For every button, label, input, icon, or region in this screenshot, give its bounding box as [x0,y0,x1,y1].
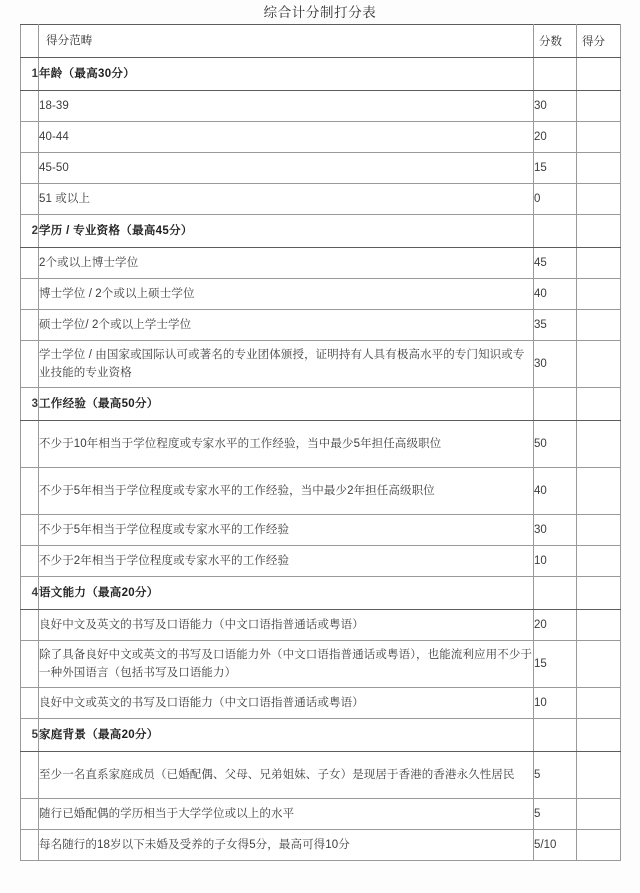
section-obtained-cell[interactable] [577,215,621,248]
column-header-score: 分数 [534,25,577,58]
criterion-obtained[interactable] [577,248,621,279]
criterion-text: 2个或以上博士学位 [39,248,534,279]
criterion-text: 硕士学位/ 2个或以上学士学位 [39,310,534,341]
section-row [21,388,621,421]
row-index-cell [21,799,39,830]
table-row [21,91,621,122]
row-index-cell [21,153,39,184]
criterion-obtained[interactable] [577,310,621,341]
criterion-score: 35 [534,310,577,341]
row-index-cell [21,641,39,688]
criterion-text: 博士学位 / 2个或以上硕士学位 [39,279,534,310]
criterion-text: 40-44 [39,122,534,153]
criterion-obtained[interactable] [577,421,621,468]
criterion-obtained[interactable] [577,184,621,215]
criterion-score: 30 [534,91,577,122]
section-index: 1 [21,58,39,91]
column-header-category: 得分范畴 [39,25,534,58]
criterion-obtained[interactable] [577,688,621,719]
criterion-score: 10 [534,688,577,719]
table-row [21,310,621,341]
criterion-text: 良好中文或英文的书写及口语能力（中文口语指普通话或粤语） [39,688,534,719]
criterion-obtained[interactable] [577,122,621,153]
table-row [21,248,621,279]
row-index-cell [21,122,39,153]
row-index-cell [21,546,39,577]
table-row [21,752,621,799]
criterion-text: 学士学位 / 由国家或国际认可或著名的专业团体颁授，证明持有人具有极高水平的专门知识或专业技能的专业资格 [39,341,534,388]
criterion-text: 18-39 [39,91,534,122]
row-index-cell [21,752,39,799]
table-row [21,279,621,310]
table-row [21,468,621,515]
criterion-score: 0 [534,184,577,215]
criterion-text: 不少于2年相当于学位程度或专家水平的工作经验 [39,546,534,577]
criterion-text: 不少于10年相当于学位程度或专家水平的工作经验，当中最少5年担任高级职位 [39,421,534,468]
section-obtained-cell[interactable] [577,719,621,752]
section-row [21,58,621,91]
section-score-cell [534,577,577,610]
section-score-cell [534,215,577,248]
table-row [21,610,621,641]
section-score-cell [534,58,577,91]
page-title: 综合计分制打分表 [263,5,377,20]
criterion-text: 不少于5年相当于学位程度或专家水平的工作经验 [39,515,534,546]
section-title: 学历 / 专业资格（最高45分） [39,215,534,248]
section-row [21,577,621,610]
criterion-score: 5 [534,752,577,799]
row-index-cell [21,515,39,546]
criterion-score: 20 [534,610,577,641]
section-title: 家庭背景（最高20分） [39,719,534,752]
criterion-score: 40 [534,468,577,515]
criterion-score: 50 [534,421,577,468]
row-index-cell [21,341,39,388]
row-index-cell [21,248,39,279]
section-obtained-cell[interactable] [577,388,621,421]
criterion-obtained[interactable] [577,153,621,184]
row-index-cell [21,279,39,310]
table-row [21,184,621,215]
row-index-cell [21,688,39,719]
table-header-row [21,25,621,58]
row-index-cell [21,610,39,641]
row-index-cell [21,184,39,215]
criterion-score: 10 [534,546,577,577]
table-row [21,341,621,388]
section-row [21,215,621,248]
criterion-obtained[interactable] [577,641,621,688]
table-row [21,688,621,719]
criterion-score: 15 [534,153,577,184]
section-row [21,719,621,752]
criterion-obtained[interactable] [577,341,621,388]
section-title: 语文能力（最高20分） [39,577,534,610]
table-row [21,122,621,153]
row-index-cell [21,310,39,341]
criterion-obtained[interactable] [577,91,621,122]
section-index: 5 [21,719,39,752]
section-index: 3 [21,388,39,421]
table-row [21,546,621,577]
criterion-score: 15 [534,641,577,688]
criterion-obtained[interactable] [577,799,621,830]
column-header-index [21,25,39,58]
criterion-score: 30 [534,515,577,546]
row-index-cell [21,830,39,861]
criterion-obtained[interactable] [577,515,621,546]
section-index: 4 [21,577,39,610]
section-score-cell [534,388,577,421]
table-row [21,515,621,546]
section-title: 年龄（最高30分） [39,58,534,91]
criterion-obtained[interactable] [577,279,621,310]
criterion-text: 除了具备良好中文或英文的书写及口语能力外（中文口语指普通话或粤语），也能流利应用不少于一种外国语言（包括书写及口语能力） [39,641,534,688]
column-header-obtained: 得分 [577,25,621,58]
criterion-score: 5/10 [534,830,577,861]
section-title: 工作经验（最高50分） [39,388,534,421]
criterion-score: 45 [534,248,577,279]
table-row [21,799,621,830]
table-row [21,830,621,861]
table-row [21,421,621,468]
criterion-score: 5 [534,799,577,830]
section-index: 2 [21,215,39,248]
row-index-cell [21,421,39,468]
criterion-text: 良好中文及英文的书写及口语能力（中文口语指普通话或粤语） [39,610,534,641]
criterion-text: 至少一名直系家庭成员（已婚配偶、父母、兄弟姐妹、子女）是现居于香港的香港永久性居民 [39,752,534,799]
row-index-cell [21,468,39,515]
section-obtained-cell[interactable] [577,577,621,610]
criterion-text: 每名随行的18岁以下未婚及受养的子女得5分，最高可得10分 [39,830,534,861]
criterion-obtained[interactable] [577,830,621,861]
section-obtained-cell[interactable] [577,58,621,91]
scoring-table [20,24,621,861]
criterion-score: 30 [534,341,577,388]
criterion-text: 51 或以上 [39,184,534,215]
criterion-text: 随行已婚配偶的学历相当于大学学位或以上的水平 [39,799,534,830]
section-score-cell [534,719,577,752]
criterion-obtained[interactable] [577,468,621,515]
criterion-score: 20 [534,122,577,153]
criterion-score: 40 [534,279,577,310]
table-row [21,641,621,688]
criterion-text: 不少于5年相当于学位程度或专家水平的工作经验，当中最少2年担任高级职位 [39,468,534,515]
criterion-obtained[interactable] [577,752,621,799]
criterion-obtained[interactable] [577,610,621,641]
table-row [21,153,621,184]
criterion-text: 45-50 [39,153,534,184]
row-index-cell [21,91,39,122]
criterion-obtained[interactable] [577,546,621,577]
